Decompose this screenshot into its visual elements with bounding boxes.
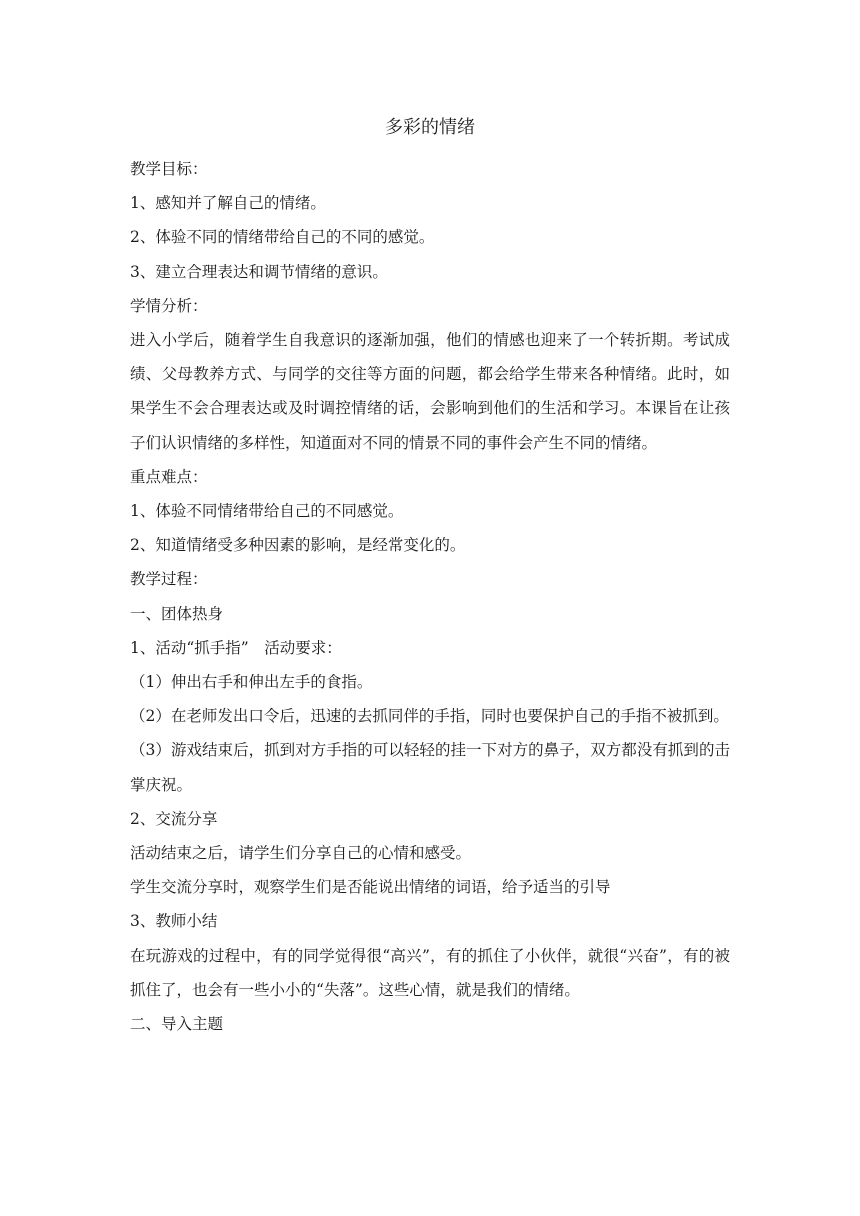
section-heading-process: 教学过程： xyxy=(130,570,208,589)
objective-item: 2、体验不同的情绪带给自己的不同的感觉。 xyxy=(130,228,435,247)
section-heading-analysis: 学情分析： xyxy=(130,296,208,315)
section-heading-key-points: 重点难点： xyxy=(130,467,208,486)
body-paragraph: 活动结束之后，请学生们分享自己的心情和感受。 xyxy=(130,844,472,863)
process-step: 1、活动“抓手指” 活动要求： xyxy=(130,638,342,657)
process-part-heading: 二、导入主题 xyxy=(130,1015,224,1034)
section-heading-objectives: 教学目标： xyxy=(130,160,208,178)
page-title: 多彩的情绪 xyxy=(385,117,475,138)
objective-item: 3、建立合理表达和调节情绪的意识。 xyxy=(130,262,388,281)
document-body xyxy=(130,152,730,1041)
process-step: 2、交流分享 xyxy=(130,809,218,828)
process-part-heading: 一、团体热身 xyxy=(130,604,224,623)
process-step: 3、教师小结 xyxy=(130,912,218,931)
analysis-paragraph: 进入小学后，随着学生自我意识的逐渐加强，他们的情感也迎来了一个转折期。考试成绩、父母教养方式、与同学的交往等方面的问题，都会给学生带来各种情绪。此时，如果学生不会合理表达或及时调控情绪的话，会影响到他们的生活和学习。本课旨在让孩子们认识情绪的多样性，知道面对不同的情景不同的事件会产生不同的情绪。 xyxy=(130,331,730,452)
activity-rule: （2）在老师发出口令后，迅速的去抓同伴的手指，同时也要保护自己的手指不被抓到。 xyxy=(130,707,729,726)
key-point-item: 2、知道情绪受多种因素的影响，是经常变化的。 xyxy=(130,536,466,555)
activity-rule: （3）游戏结束后，抓到对方手指的可以轻轻的挂一下对方的鼻子，双方都没有抓到的击掌庆祝。 xyxy=(130,741,730,794)
body-paragraph: 学生交流分享时，观察学生们是否能说出情绪的词语，给予适当的引导 xyxy=(130,878,611,897)
activity-rule: （1）伸出右手和伸出左手的食指。 xyxy=(130,673,373,692)
summary-paragraph: 在玩游戏的过程中，有的同学觉得很“高兴”，有的抓住了小伙伴，就很“兴奋”，有的被抓住了，也会有一些小小的“失落”。这些心情，就是我们的情绪。 xyxy=(130,946,730,999)
key-point-item: 1、体验不同情绪带给自己的不同感觉。 xyxy=(130,502,404,521)
objective-item: 1、感知并了解自己的情绪。 xyxy=(130,194,326,213)
